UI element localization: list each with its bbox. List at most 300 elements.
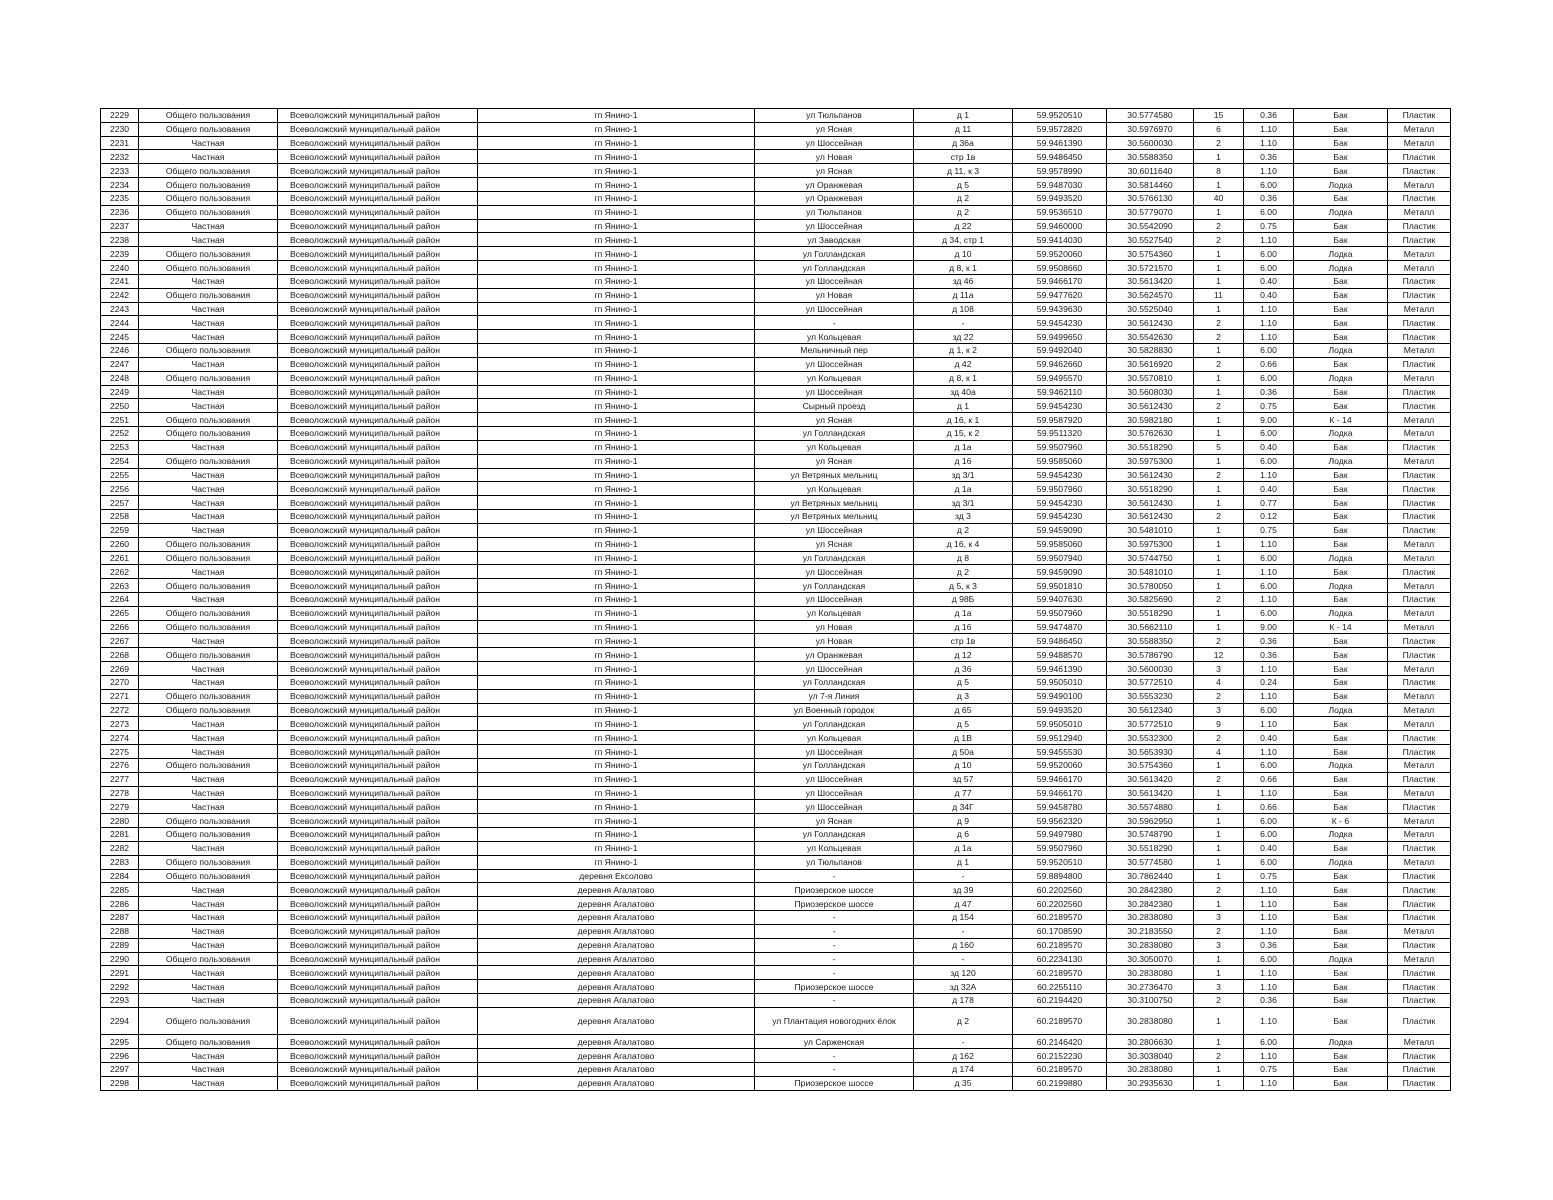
container-count-cell: 4	[1194, 745, 1244, 759]
table-row	[101, 565, 1451, 579]
longitude-cell: 30.5481010	[1107, 565, 1194, 579]
street-cell: ул Голландская	[755, 247, 914, 261]
container-material-cell: Металл	[1388, 855, 1451, 869]
row-number-cell: 2267	[101, 634, 139, 648]
house-cell: д 47	[914, 897, 1013, 911]
longitude-cell: 30.5542630	[1107, 330, 1194, 344]
table-row	[101, 302, 1451, 316]
container-count-cell: 8	[1194, 164, 1244, 178]
municipal-district-cell: Всеволожский муниципальный район	[278, 606, 478, 620]
container-volume-cell: 1.10	[1244, 537, 1294, 551]
longitude-cell: 30.5748790	[1107, 828, 1194, 842]
row-number-cell: 2255	[101, 468, 139, 482]
container-count-cell: 2	[1194, 468, 1244, 482]
longitude-cell: 30.5525040	[1107, 302, 1194, 316]
latitude-cell: 59.9455530	[1013, 745, 1107, 759]
house-cell: д 2	[914, 565, 1013, 579]
longitude-cell: 30.5574880	[1107, 800, 1194, 814]
house-cell: д 65	[914, 703, 1013, 717]
container-count-cell: 1	[1194, 371, 1244, 385]
container-type-cell: Лодка	[1294, 261, 1388, 275]
container-type-cell: Бак	[1294, 136, 1388, 150]
ownership-type-cell: Частная	[139, 330, 278, 344]
container-material-cell: Пластик	[1388, 1007, 1451, 1035]
settlement-cell: гп Янино-1	[478, 482, 755, 496]
container-volume-cell: 6.00	[1244, 828, 1294, 842]
latitude-cell: 59.9460000	[1013, 219, 1107, 233]
house-cell: д 8, к 1	[914, 371, 1013, 385]
table-row	[101, 191, 1451, 205]
container-type-cell: Лодка	[1294, 551, 1388, 565]
table-row	[101, 1049, 1451, 1063]
table-row	[101, 592, 1451, 606]
container-type-cell: Бак	[1294, 772, 1388, 786]
settlement-cell: гп Янино-1	[478, 606, 755, 620]
container-count-cell: 1	[1194, 551, 1244, 565]
container-material-cell: Металл	[1388, 620, 1451, 634]
container-type-cell: Лодка	[1294, 427, 1388, 441]
municipal-district-cell: Всеволожский муниципальный район	[278, 496, 478, 510]
settlement-cell: гп Янино-1	[478, 150, 755, 164]
settlement-cell: деревня Агалатово	[478, 1049, 755, 1063]
longitude-cell: 30.5612430	[1107, 468, 1194, 482]
municipal-district-cell: Всеволожский муниципальный район	[278, 565, 478, 579]
table-row	[101, 1062, 1451, 1076]
street-cell: ул Кольцевая	[755, 330, 914, 344]
container-count-cell: 2	[1194, 330, 1244, 344]
container-volume-cell: 6.00	[1244, 855, 1294, 869]
settlement-cell: гп Янино-1	[478, 717, 755, 731]
container-count-cell: 1	[1194, 302, 1244, 316]
municipal-district-cell: Всеволожский муниципальный район	[278, 136, 478, 150]
table-row	[101, 344, 1451, 358]
ownership-type-cell: Частная	[139, 1062, 278, 1076]
street-cell: ул Ясная	[755, 413, 914, 427]
house-cell: д 36а	[914, 136, 1013, 150]
longitude-cell: 30.2842380	[1107, 897, 1194, 911]
latitude-cell: 59.9486450	[1013, 634, 1107, 648]
street-cell: ул Кольцевая	[755, 440, 914, 454]
street-cell: ул Новая	[755, 620, 914, 634]
street-cell: ул Ясная	[755, 814, 914, 828]
latitude-cell: 59.9407630	[1013, 592, 1107, 606]
container-volume-cell: 0.40	[1244, 440, 1294, 454]
municipal-district-cell: Всеволожский муниципальный район	[278, 440, 478, 454]
municipal-district-cell: Всеволожский муниципальный район	[278, 828, 478, 842]
house-cell: д 5	[914, 178, 1013, 192]
latitude-cell: 60.2255110	[1013, 980, 1107, 994]
house-cell: -	[914, 1035, 1013, 1049]
container-volume-cell: 1.10	[1244, 1049, 1294, 1063]
container-type-cell: Бак	[1294, 150, 1388, 164]
container-material-cell: Пластик	[1388, 496, 1451, 510]
latitude-cell: 60.2189570	[1013, 911, 1107, 925]
municipal-district-cell: Всеволожский муниципальный район	[278, 302, 478, 316]
container-volume-cell: 1.10	[1244, 1007, 1294, 1035]
longitude-cell: 30.5662110	[1107, 620, 1194, 634]
house-cell: зд 3	[914, 510, 1013, 524]
longitude-cell: 30.5613420	[1107, 772, 1194, 786]
municipal-district-cell: Всеволожский муниципальный район	[278, 510, 478, 524]
ownership-type-cell: Частная	[139, 1049, 278, 1063]
container-type-cell: Бак	[1294, 330, 1388, 344]
container-volume-cell: 6.00	[1244, 205, 1294, 219]
municipal-district-cell: Всеволожский муниципальный район	[278, 994, 478, 1008]
row-number-cell: 2274	[101, 731, 139, 745]
container-count-cell: 1	[1194, 758, 1244, 772]
row-number-cell: 2270	[101, 675, 139, 689]
container-volume-cell: 6.00	[1244, 551, 1294, 565]
municipal-district-cell: Всеволожский муниципальный район	[278, 980, 478, 994]
container-material-cell: Пластик	[1388, 745, 1451, 759]
container-count-cell: 1	[1194, 828, 1244, 842]
row-number-cell: 2271	[101, 689, 139, 703]
street-cell: ул Плантация новогодних ёлок	[755, 1007, 914, 1035]
municipal-district-cell: Всеволожский муниципальный район	[278, 938, 478, 952]
container-volume-cell: 1.10	[1244, 316, 1294, 330]
row-number-cell: 2244	[101, 316, 139, 330]
container-material-cell: Пластик	[1388, 938, 1451, 952]
container-type-cell: Лодка	[1294, 828, 1388, 842]
ownership-type-cell: Частная	[139, 731, 278, 745]
container-count-cell: 2	[1194, 731, 1244, 745]
longitude-cell: 30.5613420	[1107, 274, 1194, 288]
latitude-cell: 59.9585060	[1013, 537, 1107, 551]
container-volume-cell: 6.00	[1244, 427, 1294, 441]
row-number-cell: 2246	[101, 344, 139, 358]
container-material-cell: Пластик	[1388, 482, 1451, 496]
ownership-type-cell: Частная	[139, 399, 278, 413]
container-volume-cell: 6.00	[1244, 371, 1294, 385]
house-cell: д 2	[914, 191, 1013, 205]
street-cell: ул 7-я Линия	[755, 689, 914, 703]
row-number-cell: 2288	[101, 924, 139, 938]
container-type-cell: Бак	[1294, 745, 1388, 759]
municipal-district-cell: Всеволожский муниципальный район	[278, 164, 478, 178]
longitude-cell: 30.5825690	[1107, 592, 1194, 606]
latitude-cell: 59.9497980	[1013, 828, 1107, 842]
latitude-cell: 59.9414030	[1013, 233, 1107, 247]
latitude-cell: 59.9507960	[1013, 841, 1107, 855]
container-type-cell: Бак	[1294, 302, 1388, 316]
container-material-cell: Пластик	[1388, 1076, 1451, 1090]
house-cell: д 1В	[914, 731, 1013, 745]
container-material-cell: Металл	[1388, 205, 1451, 219]
street-cell: ул Шоссейная	[755, 274, 914, 288]
longitude-cell: 30.2183550	[1107, 924, 1194, 938]
street-cell: ул Кольцевая	[755, 731, 914, 745]
row-number-cell: 2289	[101, 938, 139, 952]
container-volume-cell: 0.75	[1244, 1062, 1294, 1076]
container-count-cell: 1	[1194, 855, 1244, 869]
container-material-cell: Металл	[1388, 122, 1451, 136]
container-type-cell: Бак	[1294, 897, 1388, 911]
latitude-cell: 60.2189570	[1013, 1062, 1107, 1076]
longitude-cell: 30.5608030	[1107, 385, 1194, 399]
ownership-type-cell: Общего пользования	[139, 122, 278, 136]
municipal-district-cell: Всеволожский муниципальный район	[278, 399, 478, 413]
table-row	[101, 413, 1451, 427]
container-count-cell: 2	[1194, 316, 1244, 330]
latitude-cell: 59.9507940	[1013, 551, 1107, 565]
container-volume-cell: 6.00	[1244, 261, 1294, 275]
container-volume-cell: 6.00	[1244, 579, 1294, 593]
street-cell: -	[755, 952, 914, 966]
municipal-district-cell: Всеволожский муниципальный район	[278, 952, 478, 966]
settlement-cell: гп Янино-1	[478, 828, 755, 842]
table-row	[101, 814, 1451, 828]
settlement-cell: гп Янино-1	[478, 357, 755, 371]
street-cell: Приозерское шоссе	[755, 897, 914, 911]
latitude-cell: 59.9459090	[1013, 565, 1107, 579]
container-volume-cell: 1.10	[1244, 662, 1294, 676]
table-row	[101, 164, 1451, 178]
latitude-cell: 59.9439630	[1013, 302, 1107, 316]
ownership-type-cell: Частная	[139, 911, 278, 925]
house-cell: зд 3/1	[914, 468, 1013, 482]
row-number-cell: 2287	[101, 911, 139, 925]
table-row	[101, 579, 1451, 593]
container-material-cell: Пластик	[1388, 357, 1451, 371]
latitude-cell: 59.9507960	[1013, 440, 1107, 454]
table-row	[101, 261, 1451, 275]
row-number-cell: 2294	[101, 1007, 139, 1035]
ownership-type-cell: Общего пользования	[139, 413, 278, 427]
street-cell: ул Шоссейная	[755, 136, 914, 150]
container-type-cell: Бак	[1294, 440, 1388, 454]
container-count-cell: 12	[1194, 648, 1244, 662]
house-cell: зд 3/1	[914, 496, 1013, 510]
street-cell: ул Кольцевая	[755, 841, 914, 855]
street-cell: -	[755, 994, 914, 1008]
row-number-cell: 2297	[101, 1062, 139, 1076]
row-number-cell: 2248	[101, 371, 139, 385]
ownership-type-cell: Общего пользования	[139, 109, 278, 123]
street-cell: Мельничный пер	[755, 344, 914, 358]
container-count-cell: 3	[1194, 938, 1244, 952]
container-volume-cell: 6.00	[1244, 454, 1294, 468]
container-count-cell: 1	[1194, 800, 1244, 814]
table-row	[101, 786, 1451, 800]
container-type-cell: Бак	[1294, 122, 1388, 136]
street-cell: ул Голландская	[755, 427, 914, 441]
settlement-cell: гп Янино-1	[478, 841, 755, 855]
latitude-cell: 59.9486450	[1013, 150, 1107, 164]
container-volume-cell: 6.00	[1244, 178, 1294, 192]
ownership-type-cell: Частная	[139, 523, 278, 537]
container-count-cell: 2	[1194, 233, 1244, 247]
table-row	[101, 634, 1451, 648]
table-row	[101, 758, 1451, 772]
house-cell: д 11а	[914, 288, 1013, 302]
municipal-district-cell: Всеволожский муниципальный район	[278, 385, 478, 399]
table-row	[101, 938, 1451, 952]
latitude-cell: 60.2202560	[1013, 883, 1107, 897]
street-cell: ул Кольцевая	[755, 371, 914, 385]
table-row	[101, 537, 1451, 551]
longitude-cell: 30.5518290	[1107, 482, 1194, 496]
street-cell: ул Кольцевая	[755, 482, 914, 496]
container-material-cell: Металл	[1388, 413, 1451, 427]
row-number-cell: 2229	[101, 109, 139, 123]
house-cell: д 1а	[914, 482, 1013, 496]
container-material-cell: Пластик	[1388, 316, 1451, 330]
longitude-cell: 30.5553230	[1107, 689, 1194, 703]
container-type-cell: Бак	[1294, 357, 1388, 371]
table-row	[101, 897, 1451, 911]
row-number-cell: 2263	[101, 579, 139, 593]
table-row	[101, 841, 1451, 855]
row-number-cell: 2242	[101, 288, 139, 302]
house-cell: д 154	[914, 911, 1013, 925]
municipal-district-cell: Всеволожский муниципальный район	[278, 454, 478, 468]
container-material-cell: Пластик	[1388, 219, 1451, 233]
municipal-district-cell: Всеволожский муниципальный район	[278, 233, 478, 247]
container-material-cell: Пластик	[1388, 523, 1451, 537]
table-row	[101, 1007, 1451, 1035]
container-count-cell: 2	[1194, 772, 1244, 786]
municipal-district-cell: Всеволожский муниципальный район	[278, 482, 478, 496]
settlement-cell: гп Янино-1	[478, 510, 755, 524]
municipal-district-cell: Всеволожский муниципальный район	[278, 579, 478, 593]
street-cell: -	[755, 966, 914, 980]
container-type-cell: Бак	[1294, 1062, 1388, 1076]
ownership-type-cell: Частная	[139, 482, 278, 496]
container-type-cell: Бак	[1294, 482, 1388, 496]
ownership-type-cell: Частная	[139, 592, 278, 606]
longitude-cell: 30.5542090	[1107, 219, 1194, 233]
street-cell: Приозерское шоссе	[755, 1076, 914, 1090]
municipal-district-cell: Всеволожский муниципальный район	[278, 219, 478, 233]
municipal-district-cell: Всеволожский муниципальный район	[278, 814, 478, 828]
container-volume-cell: 0.40	[1244, 288, 1294, 302]
latitude-cell: 59.9461390	[1013, 136, 1107, 150]
container-count-cell: 1	[1194, 274, 1244, 288]
container-material-cell: Металл	[1388, 786, 1451, 800]
row-number-cell: 2256	[101, 482, 139, 496]
settlement-cell: деревня Агалатово	[478, 1035, 755, 1049]
ownership-type-cell: Частная	[139, 385, 278, 399]
latitude-cell: 59.9488570	[1013, 648, 1107, 662]
container-material-cell: Металл	[1388, 371, 1451, 385]
container-material-cell: Пластик	[1388, 330, 1451, 344]
settlement-cell: гп Янино-1	[478, 440, 755, 454]
latitude-cell: 59.9493520	[1013, 191, 1107, 205]
ownership-type-cell: Общего пользования	[139, 703, 278, 717]
container-type-cell: Бак	[1294, 994, 1388, 1008]
container-material-cell: Пластик	[1388, 109, 1451, 123]
ownership-type-cell: Общего пользования	[139, 205, 278, 219]
container-count-cell: 2	[1194, 1049, 1244, 1063]
ownership-type-cell: Частная	[139, 274, 278, 288]
table-row	[101, 952, 1451, 966]
container-material-cell: Металл	[1388, 1035, 1451, 1049]
ownership-type-cell: Частная	[139, 316, 278, 330]
latitude-cell: 59.9520060	[1013, 247, 1107, 261]
ownership-type-cell: Общего пользования	[139, 288, 278, 302]
container-material-cell: Металл	[1388, 579, 1451, 593]
longitude-cell: 30.5814460	[1107, 178, 1194, 192]
container-volume-cell: 0.36	[1244, 648, 1294, 662]
settlement-cell: гп Янино-1	[478, 274, 755, 288]
container-type-cell: Бак	[1294, 662, 1388, 676]
table-row	[101, 828, 1451, 842]
latitude-cell: 59.9495570	[1013, 371, 1107, 385]
container-count-cell: 1	[1194, 205, 1244, 219]
container-type-cell: Бак	[1294, 648, 1388, 662]
settlement-cell: гп Янино-1	[478, 344, 755, 358]
ownership-type-cell: Общего пользования	[139, 454, 278, 468]
street-cell: Сырный проезд	[755, 399, 914, 413]
municipal-district-cell: Всеволожский муниципальный район	[278, 1076, 478, 1090]
longitude-cell: 30.5754360	[1107, 758, 1194, 772]
street-cell: ул Тюльпанов	[755, 205, 914, 219]
container-count-cell: 5	[1194, 440, 1244, 454]
settlement-cell: гп Янино-1	[478, 330, 755, 344]
ownership-type-cell: Общего пользования	[139, 344, 278, 358]
street-cell: ул Шоссейная	[755, 219, 914, 233]
municipal-district-cell: Всеволожский муниципальный район	[278, 427, 478, 441]
ownership-type-cell: Частная	[139, 233, 278, 247]
container-volume-cell: 1.10	[1244, 233, 1294, 247]
row-number-cell: 2265	[101, 606, 139, 620]
settlement-cell: гп Янино-1	[478, 523, 755, 537]
latitude-cell: 60.2189570	[1013, 966, 1107, 980]
latitude-cell: 60.2202560	[1013, 897, 1107, 911]
ownership-type-cell: Частная	[139, 938, 278, 952]
longitude-cell: 30.3038040	[1107, 1049, 1194, 1063]
table-row	[101, 523, 1451, 537]
house-cell: д 98Б	[914, 592, 1013, 606]
settlement-cell: гп Янино-1	[478, 164, 755, 178]
house-cell: стр 1в	[914, 634, 1013, 648]
container-type-cell: Лодка	[1294, 178, 1388, 192]
longitude-cell: 30.5612340	[1107, 703, 1194, 717]
container-type-cell: Бак	[1294, 537, 1388, 551]
row-number-cell: 2230	[101, 122, 139, 136]
container-volume-cell: 6.00	[1244, 247, 1294, 261]
container-type-cell: Бак	[1294, 316, 1388, 330]
table-row	[101, 482, 1451, 496]
settlement-cell: гп Янино-1	[478, 122, 755, 136]
container-type-cell: Лодка	[1294, 703, 1388, 717]
longitude-cell: 30.5975300	[1107, 537, 1194, 551]
container-volume-cell: 1.10	[1244, 592, 1294, 606]
settlement-cell: гп Янино-1	[478, 191, 755, 205]
settlement-cell: гп Янино-1	[478, 703, 755, 717]
container-material-cell: Металл	[1388, 454, 1451, 468]
ownership-type-cell: Частная	[139, 966, 278, 980]
container-type-cell: Бак	[1294, 938, 1388, 952]
street-cell: ул Тюльпанов	[755, 109, 914, 123]
container-material-cell: Металл	[1388, 828, 1451, 842]
latitude-cell: 59.8894800	[1013, 869, 1107, 883]
settlement-cell: гп Янино-1	[478, 855, 755, 869]
settlement-cell: гп Янино-1	[478, 302, 755, 316]
longitude-cell: 30.5600030	[1107, 136, 1194, 150]
row-number-cell: 2283	[101, 855, 139, 869]
container-type-cell: Лодка	[1294, 579, 1388, 593]
container-count-cell: 2	[1194, 399, 1244, 413]
ownership-type-cell: Частная	[139, 440, 278, 454]
container-count-cell: 1	[1194, 413, 1244, 427]
row-number-cell: 2281	[101, 828, 139, 842]
row-number-cell: 2266	[101, 620, 139, 634]
container-material-cell: Металл	[1388, 427, 1451, 441]
container-count-cell: 2	[1194, 357, 1244, 371]
longitude-cell: 30.5518290	[1107, 841, 1194, 855]
latitude-cell: 59.9493520	[1013, 703, 1107, 717]
